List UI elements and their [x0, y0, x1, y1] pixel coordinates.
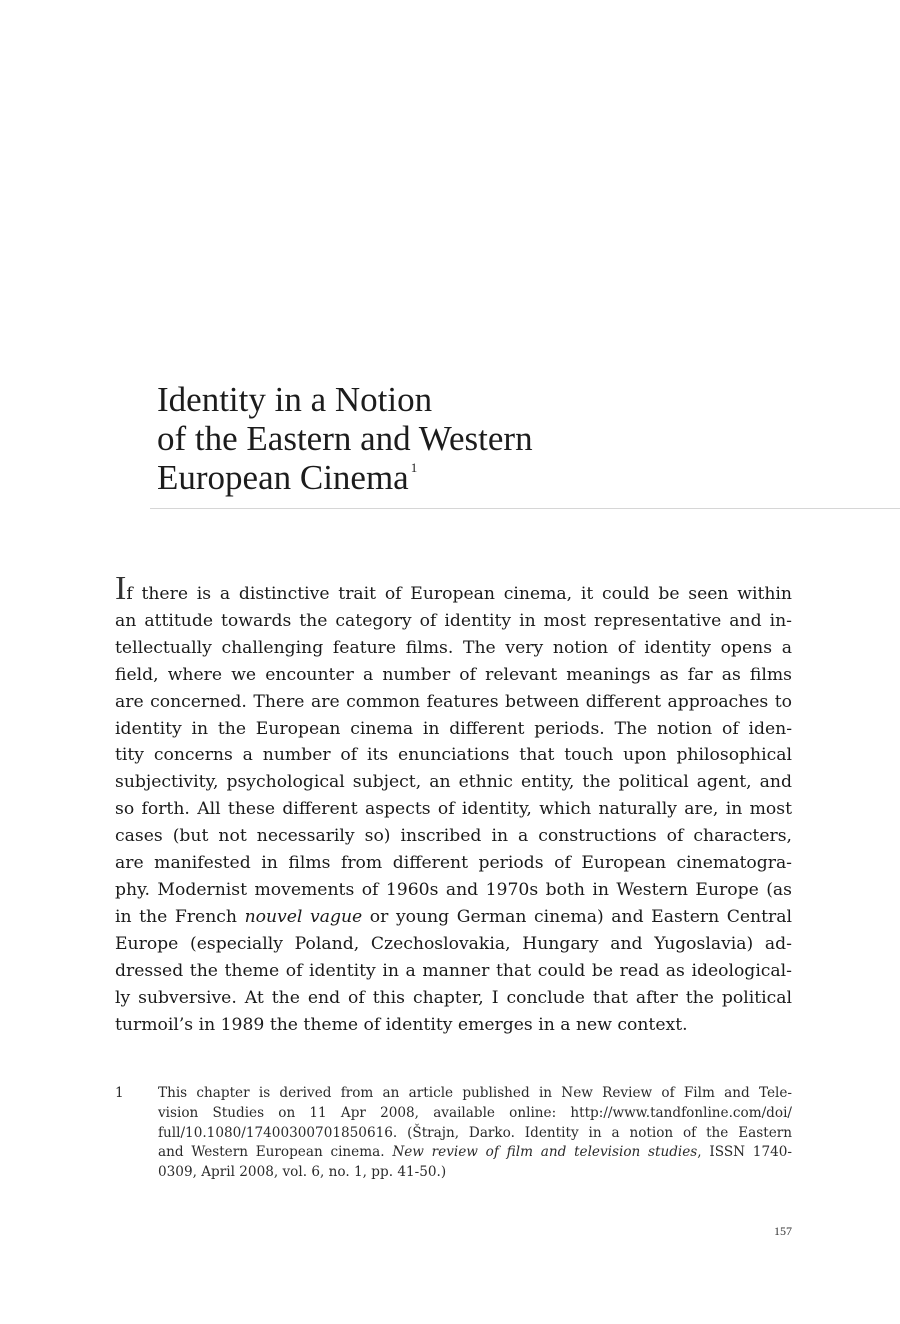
drop-cap: I	[115, 570, 127, 607]
paragraph-line: phy. Modernist movements of 1960s and 1970s both in Western Europe (as	[115, 879, 792, 900]
paragraph-line: are concerned. There are common features between different approaches to	[115, 691, 792, 712]
footnote-number: 1	[115, 1085, 124, 1101]
footnote-reference-marker: 1	[410, 460, 418, 476]
paragraph-line: turmoil’s in 1989 the theme of identity emerges in a new context.	[115, 1014, 688, 1035]
paragraph-line: tity concerns a number of its enunciations that touch upon philosophical	[115, 745, 792, 766]
line-text: , ISSN 1740-	[697, 1144, 792, 1161]
paragraph-line: dressed the theme of identity in a manner that could be read as ideological-	[115, 960, 792, 981]
paragraph-line: tellectually challenging feature films. The very notion of identity opens a	[115, 637, 792, 658]
paragraph-line: so forth. All these different aspects of identity, which naturally are, in most	[115, 799, 792, 820]
footnote-line	[158, 1143, 792, 1163]
paragraph-line: cases (but not necessarily so) inscribed in a constructions of characters,	[115, 826, 792, 847]
paragraph-line	[115, 570, 792, 608]
paragraph-line	[115, 904, 792, 931]
chapter-title-line-last	[157, 458, 757, 497]
chapter-title-line: Identity in a Notion	[157, 380, 433, 419]
footnote-line: 0309, April 2008, vol. 6, no. 1, pp. 41-50.)	[158, 1164, 447, 1181]
paragraph-line: identity in the European cinema in different periods. The notion of iden-	[115, 718, 792, 739]
chapter-title-text: European Cinema	[157, 458, 409, 497]
chapter-title-line: of the Eastern and Western	[157, 419, 533, 458]
paragraph-line: subjectivity, psychological subject, an ethnic entity, the political agent, and	[115, 772, 792, 793]
paragraph-line: ly subversive. At the end of this chapter, I conclude that after the political	[115, 987, 792, 1008]
footnote	[115, 1084, 792, 1183]
line-text: or young German cinema) and Eastern Central	[362, 906, 792, 927]
footnote-line: This chapter is derived from an article published in New Review of Film and Tele-	[158, 1085, 792, 1101]
body-paragraph	[115, 570, 792, 1038]
paragraph-line: are manifested in films from different periods of European cinematogra-	[115, 853, 792, 874]
page-number: 157	[774, 1224, 792, 1238]
paragraph-line: an attitude towards the category of identity in most representative and in-	[115, 610, 792, 631]
title-divider	[150, 508, 900, 509]
line-text: and Western European cinema.	[158, 1144, 393, 1161]
footnote-line: vision Studies on 11 Apr 2008, available online: http://www.tandfonline.com/doi/	[158, 1104, 792, 1121]
line-text: f there is a distinctive trait of European cinema, it could be seen within	[126, 584, 792, 604]
italic-journal-title: New review of film and television studies	[392, 1144, 698, 1161]
line-text: in the French	[115, 906, 245, 927]
footnote-text	[158, 1084, 792, 1183]
paragraph-line: field, where we encounter a number of relevant meanings as far as films	[115, 664, 792, 685]
footnote-line: full/10.1080/17400300701850616. (Štrajn, Darko. Identity in a notion of the Eastern	[158, 1124, 792, 1141]
italic-term: nouvel vague	[244, 906, 363, 927]
paragraph-line: Europe (especially Poland, Czechoslovakia, Hungary and Yugoslavia) ad-	[115, 933, 792, 954]
chapter-title	[157, 380, 757, 497]
